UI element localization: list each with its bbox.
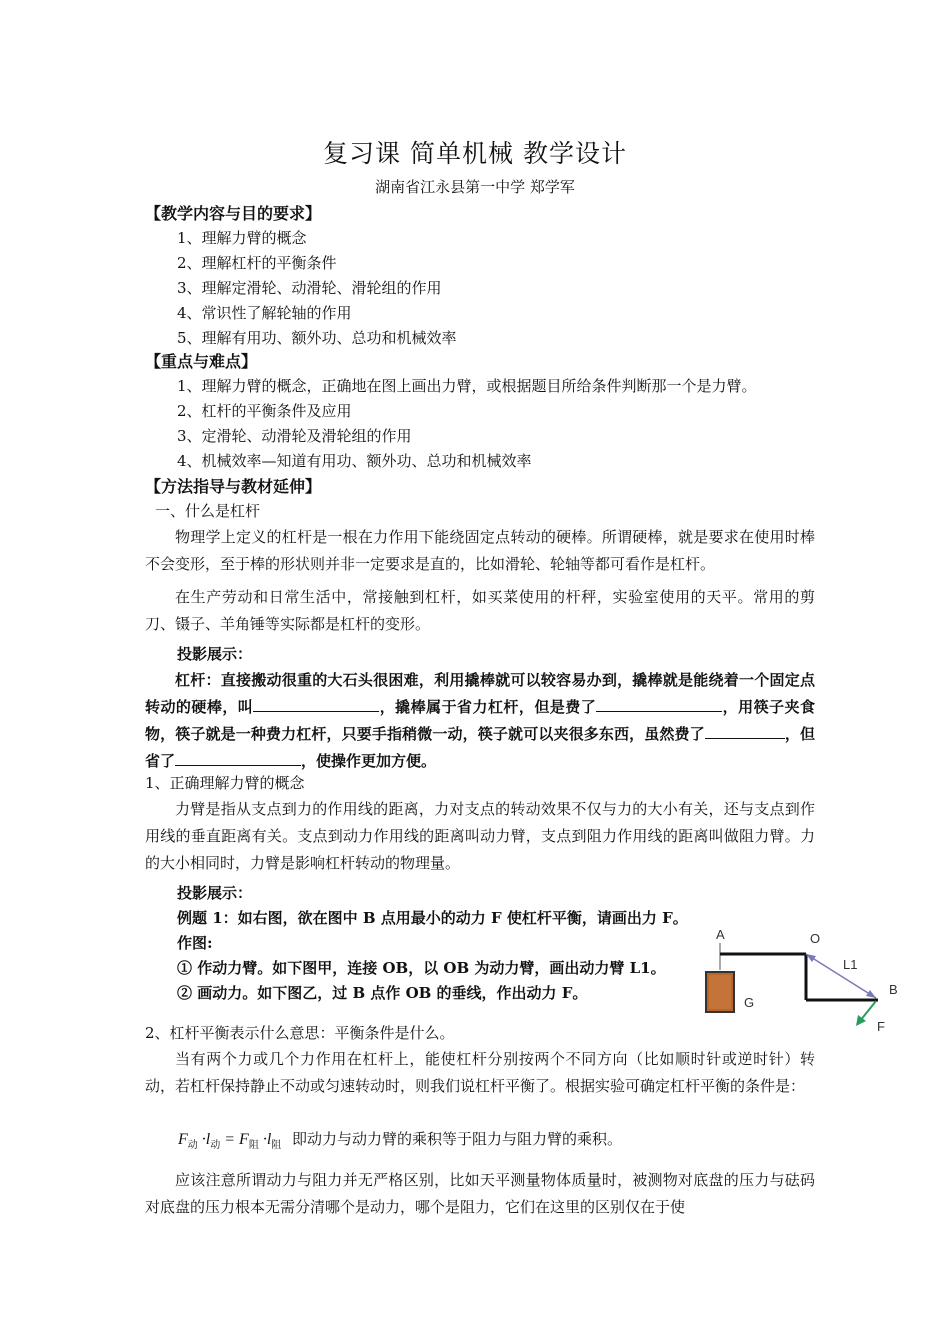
section-key-points — [145, 349, 815, 474]
formula-expression: $F_动 \cdot l_动 = F_阻 \cdot l_阻$ — [178, 1131, 282, 1152]
section-method — [145, 474, 815, 775]
weight-texture — [709, 975, 731, 1009]
step-item: ① 作动力臂。如下图甲，连接 OB，以 OB 为动力臂，画出动力臂 L1。 — [177, 959, 666, 977]
section-note — [145, 1167, 815, 1221]
paragraph: 力臂是指从支点到力的作用线的距离，力对支点的转动效果不仅与力的大小有关，还与支点到作用线的垂直距离有关。支点到动力作用线的距离叫动力臂，支点到阻力作用线的距离叫做阻力臂。力的大小相同时，力臂是影响杠杆转动的物理量。 — [145, 800, 815, 872]
paragraph: 物理学上定义的杠杆是一根在力作用下能绕固定点转动的硬棒。所谓硬棒，就是要求在使用时棒不会变形，至于棒的形状则并非一定要求是直的，比如滑轮、轮轴等都可看作是杠杆。 — [145, 528, 815, 573]
arm-line-ob — [806, 954, 876, 998]
list-item: 1、理解力臂的概念，正确地在图上画出力臂，或根据题目所给条件判断那一个是力臂。 — [177, 377, 757, 395]
answer-blank[interactable] — [705, 722, 785, 739]
section-heading: 【方法指导与教材延伸】 — [145, 477, 322, 496]
lever-fill-in-paragraph — [145, 667, 815, 775]
text-run: ，用筷子夹食物，筷子就是一种费力杠杆，只要手指稍微一动，筷子就可以夹很多东西，虽然费了 — [145, 698, 815, 743]
text-run: ，但省了 — [145, 725, 815, 770]
answer-blank[interactable] — [596, 695, 722, 712]
paragraph: 应该注意所谓动力与阻力并无严格区别，比如天平测量物体质量时，被测物对底盘的压力与砝码对底盘的压力根本无需分清哪个是动力，哪个是阻力，它们在这里的区别仅在于使 — [145, 1171, 815, 1216]
projection-label: 投影展示： — [177, 645, 253, 663]
section-objectives — [145, 201, 815, 351]
answer-blank[interactable] — [175, 749, 301, 766]
paragraph: 当有两个力或几个力作用在杠杆上，能使杠杆分别按两个不同方向（比如顺时针或逆时针）转动，若杠杆保持静止不动或匀速转动时，则我们说杠杆平衡了。根据实验可确定杠杆平衡的条件是： — [145, 1050, 815, 1095]
label-b: B — [889, 982, 898, 997]
balance-formula — [178, 1128, 622, 1151]
list-item: 4、机械效率—知道有用功、额外功、总功和机械效率 — [177, 452, 532, 470]
section-heading: 【教学内容与目的要求】 — [145, 204, 322, 223]
subheading: 一、什么是杠杆 — [155, 502, 261, 520]
list-item: 2、杠杆的平衡条件及应用 — [177, 402, 352, 420]
subheading: 1、正确理解力臂的概念 — [145, 774, 305, 792]
arrowhead-b — [866, 990, 876, 998]
force-arrow-line — [860, 1001, 876, 1021]
text-run: ，撬棒属于省力杠杆，但是费了 — [379, 698, 597, 716]
label-a: A — [716, 927, 725, 942]
example-question: 例题 1：如右图，欲在图中 B 点用最小的动力 F 使杠杆平衡，请画出力 F。 — [177, 909, 688, 927]
list-item: 2、理解杠杆的平衡条件 — [177, 254, 337, 272]
projection-label: 投影展示： — [177, 884, 253, 902]
text-run: 杠杆：直接搬动很重的大石头很困难，利用撬棒就可以较容易办到，撬棒就是能绕着一个固定点转动的硬棒，叫 — [145, 671, 815, 716]
label-f: F — [877, 1019, 885, 1034]
text-run: ，使操作更加方便。 — [301, 752, 437, 770]
section-balance — [145, 1021, 815, 1100]
list-item: 1、理解力臂的概念 — [177, 229, 307, 247]
answer-blank[interactable] — [253, 695, 379, 712]
list-item: 4、常识性了解轮轴的作用 — [177, 304, 352, 322]
label-g: G — [744, 995, 755, 1010]
page-title: 复习课 简单机械 教学设计 — [323, 139, 627, 168]
list-item: 3、理解定滑轮、动滑轮、滑轮组的作用 — [177, 279, 442, 297]
list-item: 3、定滑轮、动滑轮及滑轮组的作用 — [177, 427, 412, 445]
list-item: 5、理解有用功、额外功、总功和机械效率 — [177, 329, 457, 347]
label-o: O — [810, 931, 821, 946]
paragraph: 在生产劳动和日常生活中，常接触到杠杆，如买菜使用的杆秤，实验室使用的天平。常用的剪刀、镊子、羊角锤等实际都是杠杆的变形。 — [145, 588, 815, 633]
section-heading: 【重点与难点】 — [145, 352, 258, 371]
label-l1: L1 — [843, 957, 858, 972]
formula-explanation: 即动力与动力臂的乘积等于阻力与阻力臂的乘积。 — [292, 1130, 623, 1148]
author-line: 湖南省江永县第一中学 郑学军 — [375, 178, 575, 196]
draw-label: 作图: — [177, 934, 213, 952]
step-item: ② 画动力。如下图乙，过 B 点作 OB 的垂线，作出动力 F。 — [177, 984, 588, 1002]
subheading: 2、杠杆平衡表示什么意思：平衡条件是什么。 — [145, 1024, 455, 1042]
